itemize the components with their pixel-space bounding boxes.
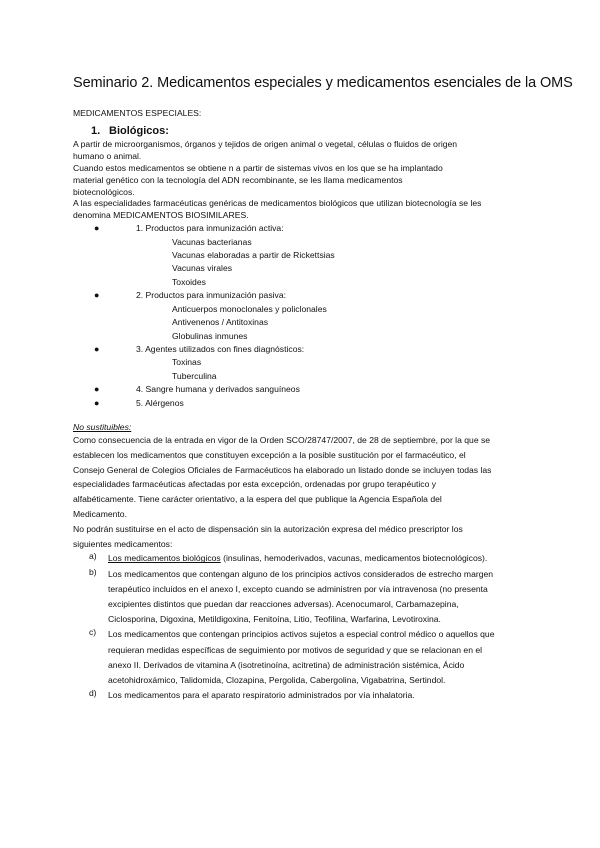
bullet-item (73, 383, 543, 396)
sub-item: Toxoides (172, 276, 206, 287)
sub-item: Anticuerpos monoclonales y policlonales (172, 303, 327, 314)
paragraph-line: siguientes medicamentos: (73, 538, 173, 549)
paragraph-line: Consejo General de Colegios Oficiales de Farmacéuticos ha elaborado un listado donde se incluyen todas las (73, 464, 492, 475)
bullet-dot-icon: ● (94, 384, 100, 395)
bullet-label: 5. Alérgenos (136, 397, 184, 408)
sub-item: Vacunas virales (172, 263, 233, 274)
lettered-list (73, 551, 543, 703)
section-label: MEDICAMENTOS ESPECIALES: (73, 108, 202, 118)
lettered-item-d (73, 688, 543, 703)
document-title: Seminario 2. Medicamentos especiales y medicamentos esenciales de la OMS (73, 75, 573, 91)
intro-line: humano o animal. (73, 150, 142, 161)
lettered-item-a (73, 551, 543, 566)
paragraph-line: No podrán sustituirse en el acto de dispensación sin la autorización expresa del médico prescriptor los (73, 523, 463, 534)
list-marker: a) (89, 551, 97, 562)
intro-line: A partir de microorganismos, órganos y tejidos de origen animal o vegetal, células o fluidos de origen (73, 138, 458, 149)
sub-item: Vacunas bacterianas (172, 236, 252, 247)
heading-biologicos (73, 123, 543, 139)
paragraph-line: Medicamento. (73, 508, 127, 519)
bullet-dot-icon: ● (94, 343, 100, 354)
list-marker: c) (89, 627, 97, 638)
list-line (108, 551, 543, 566)
intro-paragraph (73, 139, 543, 222)
bullet-label: 3. Agentes utilizados con fines diagnósticos: (136, 343, 305, 354)
document-body (73, 108, 543, 703)
no-sustituibles-paragraph (73, 433, 543, 551)
bullet-list (73, 222, 543, 410)
bullet-label: 2. Productos para inmunización pasiva: (136, 290, 286, 301)
list-line: Los medicamentos que contengan alguno de los principios activos considerados de estrecho margen (108, 568, 494, 579)
paragraph-line: especialidades farmacéuticas afectadas por esta excepción, ordenadas por grupo terapéutico y (73, 479, 437, 490)
underlined-text: Los medicamentos biológicos (108, 553, 221, 564)
list-line: Ciclosporina, Digoxina, Metildigoxina, Fenitoína, Litio, Teofilina, Warfarina, Levotiroxina. (108, 614, 441, 625)
heading-number: 1. (91, 124, 101, 137)
paragraph-line: Como consecuencia de la entrada en vigor de la Orden SCO/28747/2007, de 28 de septiembre, por la que se (73, 434, 491, 445)
bullet-dot-icon: ● (94, 290, 100, 301)
list-line: terapéutico incluidos en el anexo I, excepto cuando se administren por vía intravenosa (no presenta (108, 583, 488, 594)
sub-item: Toxinas (172, 357, 202, 368)
intro-line: Cuando estos medicamentos se obtiene n a partir de sistemas vivos en los que se ha implantado (73, 162, 443, 173)
intro-line: biotecnológicos. (73, 186, 135, 197)
paragraph-line: alfabéticamente. Tiene carácter orientativo, a la espera del que publique la Agencia Española del (73, 494, 442, 505)
bullet-label: 4. Sangre humana y derivados sanguíneos (136, 384, 300, 395)
sub-item: Vacunas elaboradas a partir de Rickettsias (172, 250, 335, 261)
no-sustituibles-heading: No sustituibles: (73, 421, 132, 432)
intro-line: A las especialidades farmacéuticas genéricas de medicamentos biológicos que utilizan biotecnología se les (73, 198, 482, 209)
list-marker: b) (89, 566, 97, 577)
bullet-item (73, 397, 543, 410)
lettered-item-c (73, 627, 543, 688)
list-line: Los medicamentos para el aparato respiratorio administrados por vía inhalatoria. (108, 690, 415, 701)
sub-item: Antivenenos / Antitoxinas (172, 317, 269, 328)
sub-item: Globulinas inmunes (172, 330, 248, 341)
list-line: Los medicamentos que contengan principios activos sujetos a especial control médico o aquellos que (108, 629, 495, 640)
list-line: acetohidroxámico, Talidomida, Clozapina, Pergolida, Cabergolina, Vigabatrina, Sertindol. (108, 674, 446, 685)
list-text: (insulinas, hemoderivados, vacunas, medicamentos biotecnológicos). (220, 553, 488, 564)
list-line: requieran medidas específicas de seguimiento por motivos de seguridad y que se relacionan en el (108, 644, 483, 655)
lettered-item-b (73, 567, 543, 628)
sub-item: Tuberculina (172, 370, 217, 381)
list-marker: d) (89, 688, 97, 699)
intro-line: material genético con la tecnología del ADN recombinante, se les llama medicamentos (73, 174, 403, 185)
bullet-dot-icon: ● (94, 223, 100, 234)
list-line: excipientes distintos que puedan dar reacciones adversas). Acenocumarol, Carbamazepina, (108, 598, 459, 609)
bullet-item (73, 289, 543, 343)
bullet-item (73, 222, 543, 289)
bullet-dot-icon: ● (94, 397, 100, 408)
heading-text: Biológicos: (109, 124, 169, 137)
bullet-item (73, 343, 543, 383)
paragraph-line: establecen los medicamentos que constituyen excepción a la posible sustitución por el farmacéutico, el (73, 449, 466, 460)
list-line: anexo II. Derivados de vitamina A (isotretinoína, acitretina) de administración sistémica, Ácido (108, 659, 465, 670)
intro-line: denomina MEDICAMENTOS BIOSIMILARES. (73, 210, 249, 221)
bullet-label: 1. Productos para inmunización activa: (136, 223, 284, 234)
